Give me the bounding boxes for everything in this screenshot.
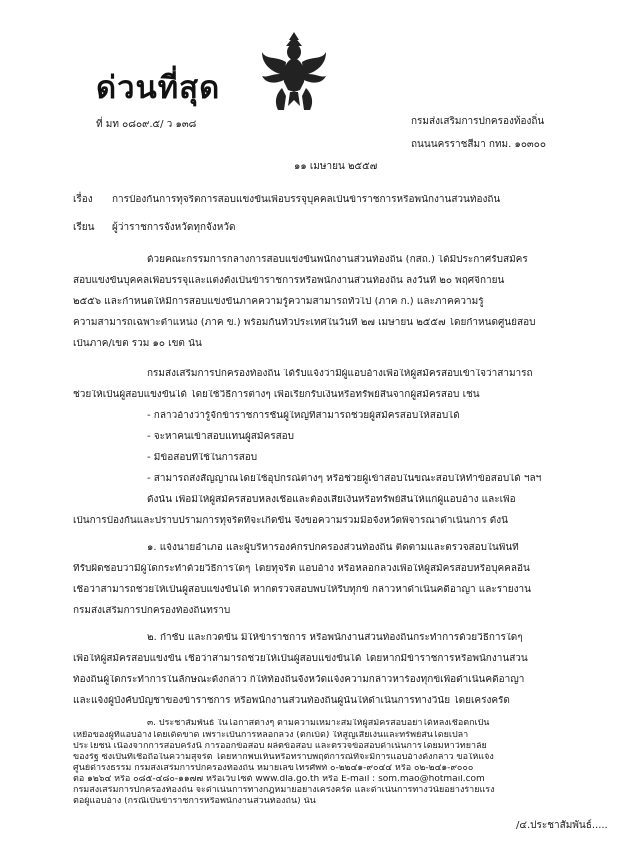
body-line: กรมส่งเสริมการปกครองท้องถิ่น จะดำเนินการทางกฎหมายอย่างเคร่งครัด และดำเนินการทางวินัยอย่างร้ายแรง — [73, 786, 495, 795]
numbered-item-1: ๑. แจ้งนายอำเภอ และผู้บริหารองค์กรปกครองส่วนท้องถิ่น ติดตามและตรวจสอบในพื้นที่ — [147, 543, 519, 553]
bullet-item: - กล่าวอ้างว่ารู้จักข้าราชการชั้นผู้ใหญ่ที่สามารถช่วยผู้สมัครสอบให้สอบได้ — [147, 411, 460, 421]
garuda-emblem-icon — [258, 30, 330, 114]
body-line: และแจ้งผู้บังคับบัญชาของข้าราชการ หรือพนักงานส่วนท้องถิ่นผู้นั้นให้ดำเนินการทางวินัย โดยเคร่งครัด — [73, 696, 510, 706]
body-line: ๒๕๕๖ และกำหนดให้มีการสอบแข่งขันภาคความรู้ความสามารถทั่วไป (ภาค ก.) และภาคความรู้ — [73, 297, 484, 307]
body-line: เหยื่อของผู้ที่แอบอ้างโดยเด็ดขาด เพราะเป็นการหลอกลวง (ตกเบ็ด) ให้สูญเสียเงินและทรัพย์สินโดยเปล่า — [73, 731, 469, 740]
continuation-note: /๔.ประชาสัมพันธ์..... — [516, 820, 608, 831]
body-line: กรมส่งเสริมการปกครองท้องถิ่น ได้รับแจ้งว่ามีผู้แอบอ้างเพื่อให้ผู้สมัครสอบเข้าใจว่าสามารถ — [147, 369, 533, 379]
bullet-item: - จะหาคนเข้าสอบแทนผู้สมัครสอบ — [147, 432, 295, 442]
body-line: เพื่อให้ผู้สมัครสอบแข่งขัน เชื่อว่าสามารถช่วยให้เป็นผู้สอบแข่งขันได้ โดยหากมีข้าราชการหรือพนักงานส่วน — [73, 654, 528, 664]
numbered-item-2: ๒. กำชับ และกวดขัน มิให้ข้าราชการ หรือพนักงานส่วนท้องถิ่นกระทำการด้วยวิธีการใดๆ — [147, 633, 523, 643]
numbered-item-3: ๓. ประชาสัมพันธ์ ในโอกาสต่างๆ ตามความเหมาะสมให้ผู้สมัครสอบอย่าได้หลงเชื่อตกเป็น — [147, 719, 490, 728]
body-line: เชื่อว่าสามารถช่วยให้เป็นผู้สอบแข่งขันได้ หากตรวจสอบพบให้รีบทุกข์ กล่าวหาดำเนินคดีอาญา และรายงาน — [73, 585, 531, 595]
addressee-text: ผู้ว่าราชการจังหวัดทุกจังหวัด — [112, 222, 236, 233]
body-line: สอบแข่งขันบุคคลเพื่อบรรจุและแต่งตั้งเป็นข้าราชการหรือพนักงานส่วนท้องถิ่น ลงวันที่ ๒๐ พฤศจิกายน — [73, 276, 505, 286]
subject-label: เรื่อง — [73, 194, 93, 205]
body-line: ช่วยให้เป็นผู้สอบแข่งขันได้ โดยใช้วิธีการต่างๆ เพื่อเรียกรับเงินหรือทรัพย์สินจากผู้สมัครสอบ เช่น — [73, 390, 480, 400]
body-line: ต่อ ๑๒๖๔ หรือ ๐๘๕-๔๘๐-๑๑๗๗ หรือเว็บไซต์ www.dla.go.th หรือ E-mail : som.mao@hotmail.com — [73, 775, 485, 784]
subject-text: การป้องกันการทุจริตการสอบแข่งขันเพื่อบรรจุบุคคลเป็นข้าราชการหรือพนักงานส่วนท้องถิ่น — [112, 195, 501, 205]
bullet-item: - สามารถส่งสัญญาณโดยใช้อุปกรณ์ต่างๆ หรือช่วยผู้เข้าสอบในขณะสอบให้ทำข้อสอบได้ ฯลฯ — [147, 474, 542, 484]
body-line: ของรัฐ ซึ่งเป็นที่เชื่อถือในความสุจริต โดยหากพบเห็นหรือทราบพฤติการณ์ที่จะมีการแอบอ้างดังกล่าว ขอให้แจ้ง — [73, 753, 494, 762]
body-line: ดังนั้น เพื่อมิให้ผู้สมัครสอบหลงเชื่อและต้องเสียเงินหรือทรัพย์สินให้แก่ผู้แอบอ้าง และเพื่อ — [147, 495, 516, 505]
body-line: ต่อผู้แอบอ้าง (กรณีเป็นข้าราชการหรือพนักงานส่วนท้องถิ่น) นั้น — [73, 797, 316, 806]
body-line: ท้องถิ่นผู้ใดกระทำการในลักษณะดังกล่าว ก็ให้ท้องถิ่นจังหวัดแจ้งความกล่าวหาร้องทุกข์เพื่อดำเนินคดีอาญา — [73, 675, 525, 685]
body-line: เป็นการป้องกันและปราบปรามการทุจริตที่จะเกิดขึ้น จึงขอความร่วมมือจังหวัดพิจารณาดำเนินการ ดังนี้ — [73, 516, 508, 526]
body-line: ประโยชน์ เนื่องจากการสอบครั้งนี้ การออกข้อสอบ ผลิตข้อสอบ และตรวจข้อสอบดำเนินการโดยมหาวิทยาลัย — [73, 742, 487, 751]
document-date: ๑๑ เมษายน ๒๕๕๗ — [294, 161, 378, 172]
bullet-item: - มีข้อสอบที่ใช้ในการสอบ — [147, 453, 258, 463]
body-line: เป็นภาค/เขต รวม ๑๐ เขต นั้น — [73, 339, 202, 349]
agency-address: ถนนนครราชสีมา กทม. ๑๐๓๐๐ — [411, 139, 546, 150]
body-line: ศูนย์ดำรงธรรม กรมส่งเสริมการปกครองท้องถิ่น หมายเลขโทรศัพท์ ๐-๒๒๔๑-๙๐๔๔ หรือ ๐๒-๒๔๑-๙๐๐๐ — [73, 764, 474, 773]
body-line: ความสามารถเฉพาะตำแหน่ง (ภาค ข.) พร้อมกันทั่วประเทศในวันที่ ๒๗ เมษายน ๒๕๕๗ โดยกำหนดศูนย์สอบ — [73, 318, 536, 328]
body-line: ที่รับผิดชอบว่ามีผู้ใดกระทำด้วยวิธีการใดๆ โดยทุจริต แอบอ้าง หรือหลอกลวงเพื่อให้ผู้สมัครสอบหรือบุคคลอื่น — [73, 564, 530, 574]
addressee-label: เรียน — [73, 222, 95, 233]
body-line: ด้วยคณะกรรมการกลางการสอบแข่งขันพนักงานส่วนท้องถิ่น (กสถ.) ได้มีประกาศรับสมัคร — [147, 255, 528, 265]
urgency-stamp: ด่วนที่สุด — [96, 70, 221, 106]
agency-name: กรมส่งเสริมการปกครองท้องถิ่น — [411, 116, 545, 127]
document-number: ที่ มท ๐๘๐๙.๕/ ว ๑๓๘ — [96, 119, 197, 130]
body-line: กรมส่งเสริมการปกครองท้องถิ่นทราบ — [73, 606, 231, 616]
